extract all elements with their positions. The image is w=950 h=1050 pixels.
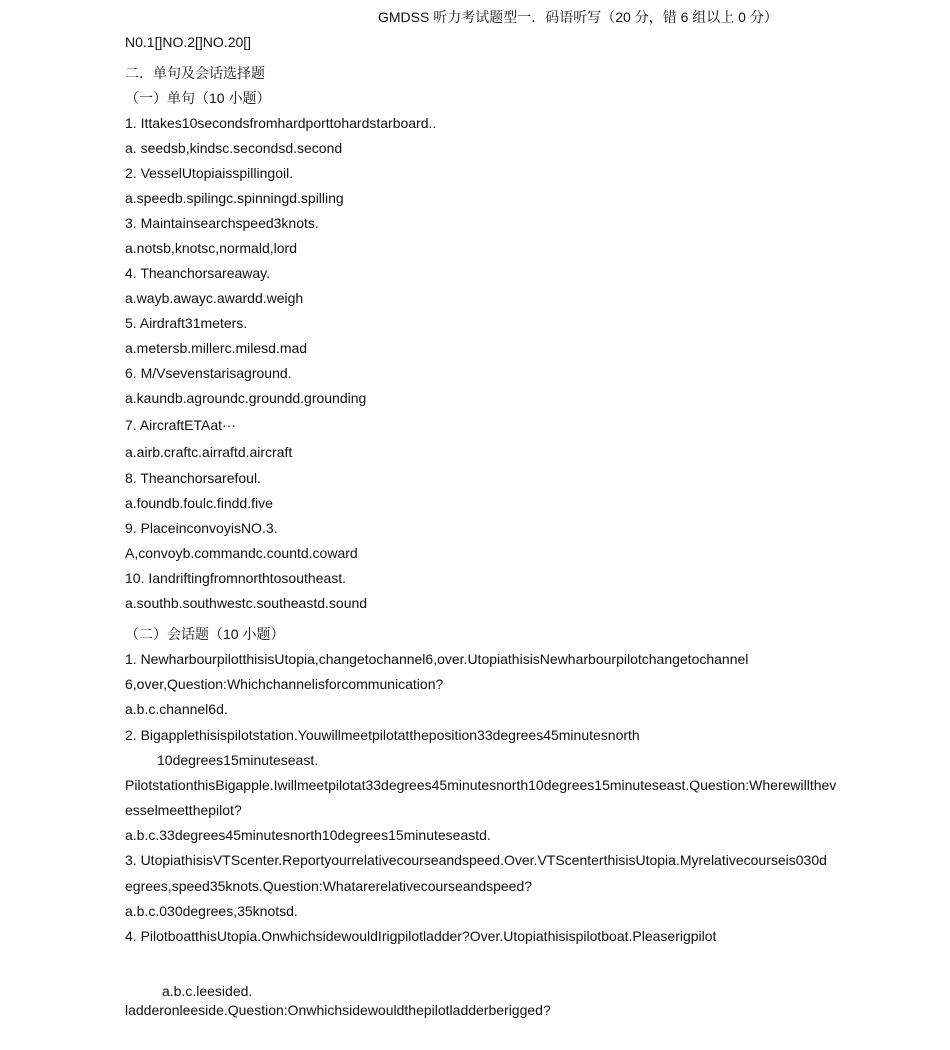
single-question-8: 8. Theanchorsarefoul. xyxy=(125,470,261,486)
single-question-3: 3. Maintainsearchspeed3knots. xyxy=(125,215,319,231)
conversation-4-line-1: 4. PilotboatthisUtopia.OnwhichsidewouldIrigpilotladder?Over.Utopiathisispilotboat.Pleaserigpilot xyxy=(125,928,717,944)
single-answer-7: a.airb.craftc.airraftd.aircraft xyxy=(125,444,293,460)
conversation-2-line-1: 2. Bigapplethisispilotstation.Youwillmeetpilotattheposition33degrees45minutesnorth xyxy=(125,727,640,743)
page-title: GMDSS 听力考试题型一．码语听写（20 分，错 6 组以上 0 分） xyxy=(378,9,778,25)
single-question-6: 6. M/Vsevenstarisaground. xyxy=(125,365,292,381)
conversation-3-line-1: 3. UtopiathisisVTScenter.Reportyourrelativecourseandspeed.Over.VTScenterthisisUtopia.Myrelativecourseis030d xyxy=(125,852,827,868)
single-answer-8: a.foundb.foulc.findd.five xyxy=(125,495,273,511)
part2-heading: （二）会话题（10 小题） xyxy=(125,626,285,642)
part1-heading: （一）单句（10 小题） xyxy=(125,90,271,106)
single-answer-5: a.metersb.millerc.milesd.mad xyxy=(125,340,308,356)
conversation-2-answer: a.b.c.33degrees45minutesnorth10degrees15minuteseastd. xyxy=(125,827,491,843)
single-question-7: 7. AircraftETAat··· xyxy=(125,417,236,433)
conversation-1-line-1: 1. NewharbourpilotthisisUtopia,changetochannel6,over.UtopiathisisNewharbourpilotchangetochannel xyxy=(125,651,749,667)
single-question-1: 1. Ittakes10secondsfromhardporttohardstarboard.. xyxy=(125,115,437,131)
single-question-5: 5. Airdraft31meters. xyxy=(125,315,248,331)
single-question-10: 10. Iandriftingfromnorthtosoutheast. xyxy=(125,570,347,586)
single-answer-6: a.kaundb.agroundc.groundd.grounding xyxy=(125,390,367,406)
single-answer-10: a.southb.southwestc.southeastd.sound xyxy=(125,595,368,611)
single-answer-2: a.speedb.spilingc.spinningd.spilling xyxy=(125,190,344,206)
single-answer-1: a. seedsb,kindsc.secondsd.second xyxy=(125,140,343,156)
conversation-2-line-2: 10degrees15minuteseast. xyxy=(157,752,319,768)
conversation-2-line-3: PilotstationthisBigapple.Iwillmeetpilotat33degrees45minutesnorth10degrees15minuteseast.Question:Wherewillthev xyxy=(125,777,837,793)
conversation-3-answer: a.b.c.030degrees,35knotsd. xyxy=(125,903,298,919)
conversation-4-answer: a.b.c.leesided. xyxy=(162,983,253,999)
single-answer-3: a.notsb,knotsc,normald,lord xyxy=(125,240,297,256)
section-heading: 二．单句及会话选择题 xyxy=(125,65,265,81)
single-question-2: 2. VesselUtopiaisspillingoil. xyxy=(125,165,294,181)
conversation-1-answer: a.b.c.channel6d. xyxy=(125,701,228,717)
conversation-2-line-4: esselmeetthepilot? xyxy=(125,802,242,818)
single-question-9: 9. PlaceinconvoyisNO.3. xyxy=(125,520,278,536)
single-answer-9: A,convoyb.commandc.countd.coward xyxy=(125,545,358,561)
single-question-4: 4. Theanchorsareaway. xyxy=(125,265,271,281)
conversation-1-line-2: 6,over,Question:Whichchannelisforcommunication? xyxy=(125,676,444,692)
conversation-3-line-2: egrees,speed35knots.Question:Whatarerelativecourseandspeed? xyxy=(125,878,533,894)
conversation-4-line-2: ladderonleeside.Question:Onwhichsidewouldthepilotladderberigged? xyxy=(125,1002,551,1018)
answer-numbers-line: N0.1[]NO.2[]NO.20[] xyxy=(125,34,252,50)
single-answer-4: a.wayb.awayc.awardd.weigh xyxy=(125,290,304,306)
